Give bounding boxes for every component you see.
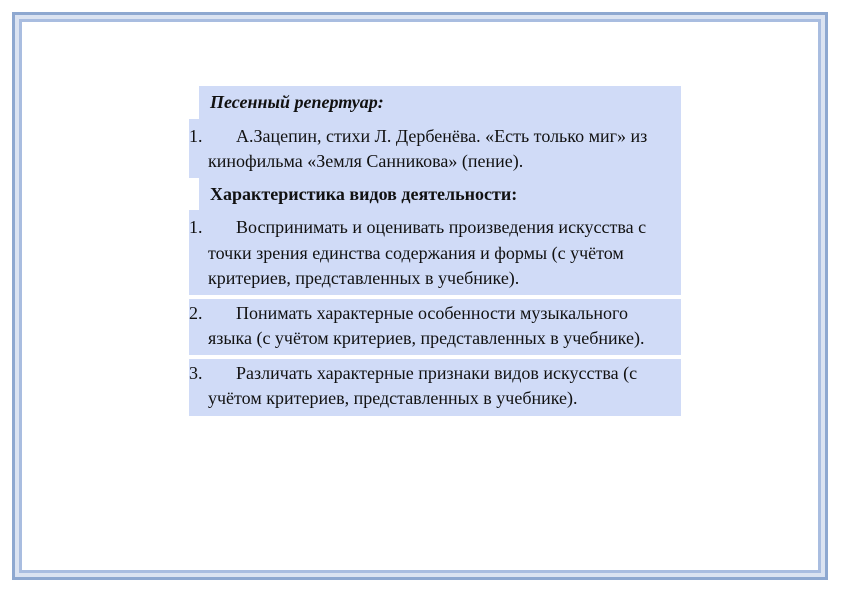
list-number: 1. <box>189 125 203 146</box>
activity-item-text: Воспринимать и оценивать произведения искусства с точки зрения единства содержания и формы (с учётом критериев, представленных в учебнике). <box>208 217 647 288</box>
list-number: 2. <box>189 302 203 323</box>
list-number: 1. <box>189 217 203 237</box>
list-item-text <box>208 215 675 292</box>
activity-heading-row <box>189 178 681 211</box>
song-heading-row <box>189 86 681 119</box>
list-item-text <box>208 124 675 175</box>
list-item-text <box>208 361 675 412</box>
activity-item-text: Понимать характерные особенности музыкального языка (с учётом критериев, представленных в учебнике). <box>208 302 645 348</box>
song-repertoire-heading: Песенный репертуар: <box>199 86 681 119</box>
activity-list-item <box>189 299 681 355</box>
activity-list-item <box>189 359 681 416</box>
list-number: 3. <box>189 362 203 383</box>
song-item-text: А.Зацепин, стихи Л. Дербенёва. «Есть только миг» из кинофильма «Земля Санникова» (пение). <box>208 125 648 171</box>
song-list-item <box>189 119 681 178</box>
activity-characteristics-heading: Характеристика видов деятельности: <box>199 178 681 211</box>
activity-list-item <box>189 210 681 295</box>
activity-item-text: Различать характерные признаки видов искусства (с учётом критериев, представленных в учебнике). <box>208 362 638 408</box>
text-content <box>189 86 681 416</box>
list-item-text <box>208 301 675 352</box>
